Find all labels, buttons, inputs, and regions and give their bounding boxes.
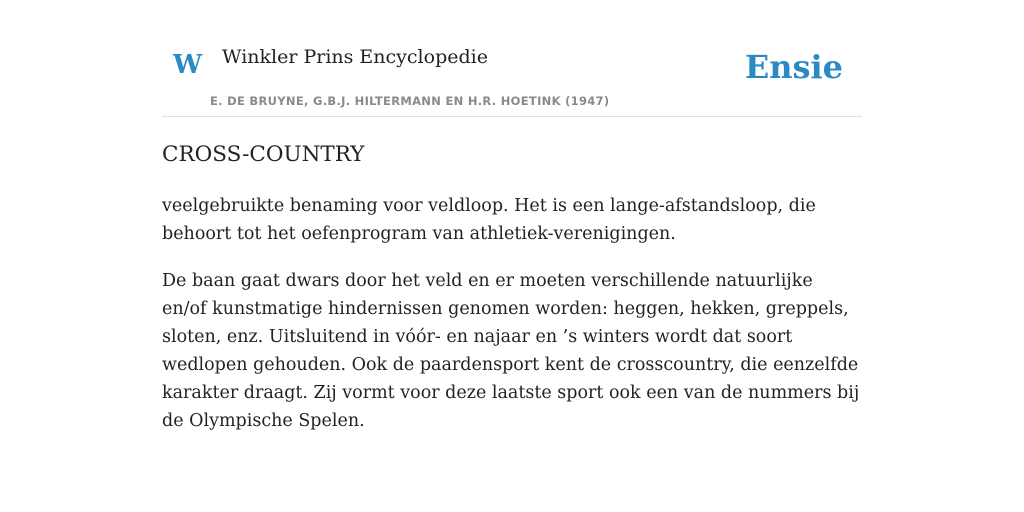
entry-paragraph: De baan gaat dwars door het veld en er moeten verschillende natuurlijke en/of kunstmatige hindernissen genomen worden: heggen, hekken, greppels, sloten, enz. Uitsluitend in vóór- en najaar en ’s winters wordt dat soort wedlopen gehouden. Ook de paardensport kent de crosscountry, die eenzelfde karakter draagt. Zij vormt voor deze laatste sport ook een van de nummers bij de Olympische Spelen.	[162, 271, 860, 431]
winkler-prins-logo[interactable]: W	[173, 50, 203, 80]
book-title-link[interactable]: Winkler Prins Encyclopedie	[222, 46, 488, 68]
authors-line: E. DE BRUYNE, G.B.J. HILTERMANN EN H.R. HOETINK (1947)	[210, 94, 610, 108]
ensie-logo[interactable]: Ensie	[744, 48, 843, 86]
entry-content	[162, 138, 862, 435]
entry-title: CROSS-COUNTRY	[162, 142, 365, 167]
entry-paragraph: veelgebruikte benaming voor veldloop. Het is een lange-afstandsloop, die behoort tot het oefenprogram van athletiek-verenigingen.	[162, 196, 816, 244]
header	[162, 30, 862, 117]
